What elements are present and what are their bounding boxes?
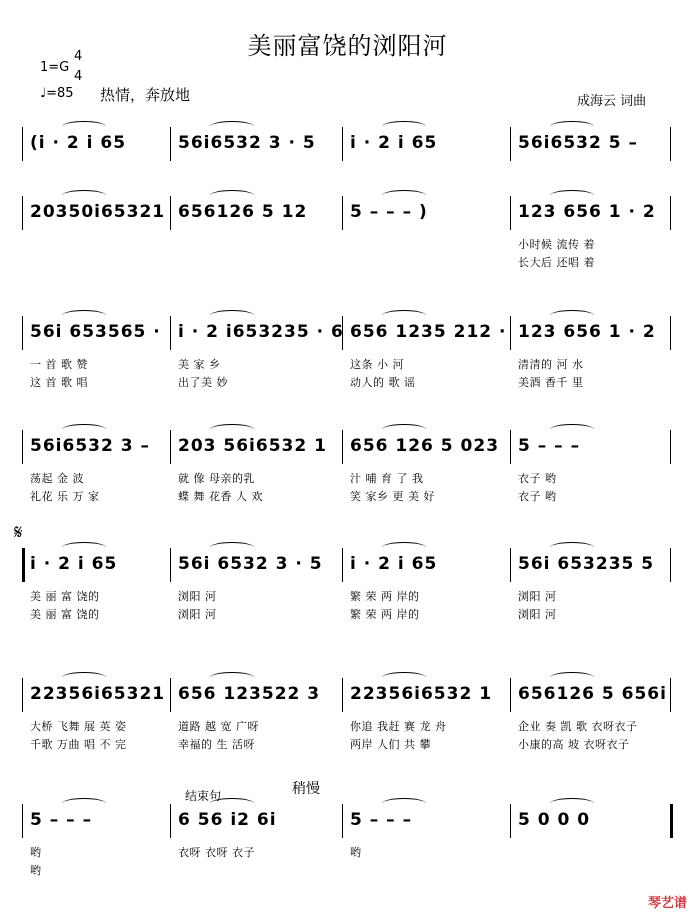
measure: 656126 5 12 [178,202,308,222]
bar-line [670,196,671,230]
slur-mark [382,798,426,809]
lyric-line: 美 家 乡 [178,358,221,371]
bar-line [22,196,23,230]
measure: 5 0 0 0 [518,810,591,830]
slur-mark [550,672,594,683]
slur-mark [210,190,254,201]
bar-line [670,430,671,464]
time-signature-bottom: 4 [74,69,83,84]
measure: 56i 6532 3 · 5 [178,554,323,574]
bar-line [510,548,511,582]
lyric-line: 长大后 还唱 着 [518,256,595,269]
lyric-line: 一 首 歌 赞 [30,358,88,371]
measure: 56i 653235 5 [518,554,655,574]
ending-label: 结束句 [185,789,222,803]
bar-line [342,430,343,464]
measure: i · 2 i653235 · 6 [178,322,344,342]
song-title: 美丽富饶的浏阳河 [247,32,448,60]
lyric-line: 道路 越 宽 广呀 [178,720,259,733]
bar-line [342,678,343,712]
bar-line [342,196,343,230]
measure: 5 – – – ) [350,202,428,222]
lyric-line: 笑 家乡 更 美 好 [350,490,435,503]
slur-mark [210,424,254,435]
measure: 20350i65321 [30,202,166,222]
bar-line [170,196,171,230]
slur-mark [382,542,426,553]
slur-mark [382,310,426,321]
bar-line [22,430,23,464]
bar-line [342,127,343,161]
slur-mark [550,190,594,201]
segno-sign: 𝄋 [14,520,23,544]
measure: 123 656 1 · 2 [518,202,656,222]
lyric-line: 蝶 舞 花香 人 欢 [178,490,263,503]
lyric-line: 千歌 万曲 唱 不 完 [30,738,127,751]
bar-line [510,316,511,350]
lyric-line: 浏阳 河 [178,590,217,603]
slur-mark [550,310,594,321]
lyric-line: 企业 奏 凯 歌 衣呀衣子 [518,720,638,733]
bar-line [170,127,171,161]
slur-mark [62,190,106,201]
measure: 5 – – – [518,436,581,456]
measure: 656 1235 212 · [350,322,507,342]
bar-line [170,804,171,838]
slur-mark [62,310,106,321]
measure: 656126 5 656i [518,684,667,704]
slur-mark [550,542,594,553]
lyric-line: 繁 荣 两 岸的 [350,608,420,621]
staff-row [22,548,672,621]
lyric-line: 浏阳 河 [178,608,217,621]
staff-row [22,804,672,877]
slur-mark [62,121,106,132]
lyric-line: 两岸 人们 共 攀 [350,738,431,751]
lyric-line: 清清的 河 水 [518,358,584,371]
bar-line [510,127,511,161]
lyric-line: 幸福的 生 活呀 [178,738,255,751]
lyric-line: 哟 [30,846,42,859]
staff-row [22,430,672,503]
measure: 5 – – – [30,810,93,830]
bar-line [342,548,343,582]
lyric-line: 浏阳 河 [518,590,557,603]
measure: 656 126 5 023 [350,436,500,456]
lyric-line: 礼花 乐 万 家 [30,490,100,503]
staff-row [22,127,672,187]
bar-line [170,430,171,464]
lyric-line: 衣呀 衣呀 衣子 [178,846,255,859]
measure: 56i 653565 · [30,322,161,342]
bar-line [510,196,511,230]
bar-line [670,804,673,838]
bar-line [170,548,171,582]
key-signature: 1=G [40,60,70,75]
lyric-line: 这条 小 河 [350,358,404,371]
bar-line [670,548,671,582]
slur-mark [382,424,426,435]
slur-mark [382,121,426,132]
lyric-line: 美 丽 富 饶的 [30,590,100,603]
lyric-line: 小时候 流传 着 [518,238,595,251]
lyric-line: 大桥 飞舞 展 英 姿 [30,720,127,733]
time-signature-top: 4 [74,49,83,64]
watermark-logo: 琴艺谱 [647,896,687,911]
measure: 123 656 1 · 2 [518,322,656,342]
bar-line [342,804,343,838]
measure: 203 56i6532 1 [178,436,327,456]
bar-line [170,678,171,712]
slur-mark [210,310,254,321]
slur-mark [550,798,594,809]
staff-row [22,196,672,269]
measure: 6 56 i2 6i [178,810,277,830]
lyric-line: 就 像 母亲的乳 [178,472,255,485]
lyric-line: 衣子 哟 [518,490,557,503]
measure: 56i6532 3 · 5 [178,133,316,153]
bar-line [22,127,23,161]
measure: 656 123522 3 [178,684,321,704]
measure: 22356i6532 1 [350,684,493,704]
lyric-line: 美 丽 富 饶的 [30,608,100,621]
measure: (i · 2 i 65 [30,133,127,153]
lyric-line: 浏阳 河 [518,608,557,621]
measure: 56i6532 5 – [518,133,638,153]
slur-mark [62,424,106,435]
bar-line [510,430,511,464]
measure: 22356i65321 [30,684,166,704]
lyric-line: 哟 [350,846,362,859]
staff-row [22,316,672,389]
slur-mark [550,424,594,435]
lyric-line: 出了美 妙 [178,376,228,389]
slur-mark [62,542,106,553]
slur-mark [382,190,426,201]
slur-mark [382,672,426,683]
slur-mark [210,121,254,132]
measure: i · 2 i 65 [350,133,438,153]
lyric-line: 动人的 歌 谣 [350,376,416,389]
lyric-line: 哟 [30,864,42,877]
slur-mark [62,798,106,809]
tempo-description: 热情，奔放地 [100,86,191,104]
ritardando-label: 稍慢 [292,781,320,797]
bar-line [170,316,171,350]
slur-mark [210,542,254,553]
measure: 56i6532 3 – [30,436,150,456]
bar-line [510,804,511,838]
bar-line [22,316,23,350]
bar-line [22,678,23,712]
measure: 5 – – – [350,810,413,830]
lyric-line: 汁 哺 育 了 我 [350,472,424,485]
lyric-line: 美酒 香千 里 [518,376,584,389]
tempo-mark: ♩=85 [40,86,74,101]
bar-line [22,548,25,582]
lyric-line: 你追 我赶 赛 龙 舟 [350,720,447,733]
lyric-line: 繁 荣 两 岸的 [350,590,420,603]
lyric-line: 荡起 金 波 [30,472,84,485]
bar-line [670,127,671,161]
slur-mark [550,121,594,132]
bar-line [510,678,511,712]
slur-mark [210,672,254,683]
lyric-line: 这 首 歌 唱 [30,376,88,389]
bar-line [22,804,23,838]
lyric-line: 衣子 哟 [518,472,557,485]
author-credit: 成海云 词曲 [577,94,647,109]
measure: i · 2 i 65 [30,554,118,574]
measure: i · 2 i 65 [350,554,438,574]
slur-mark [62,672,106,683]
bar-line [670,316,671,350]
staff-row [22,678,672,751]
bar-line [670,678,671,712]
lyric-line: 小康的高 坡 衣呀衣子 [518,738,630,751]
